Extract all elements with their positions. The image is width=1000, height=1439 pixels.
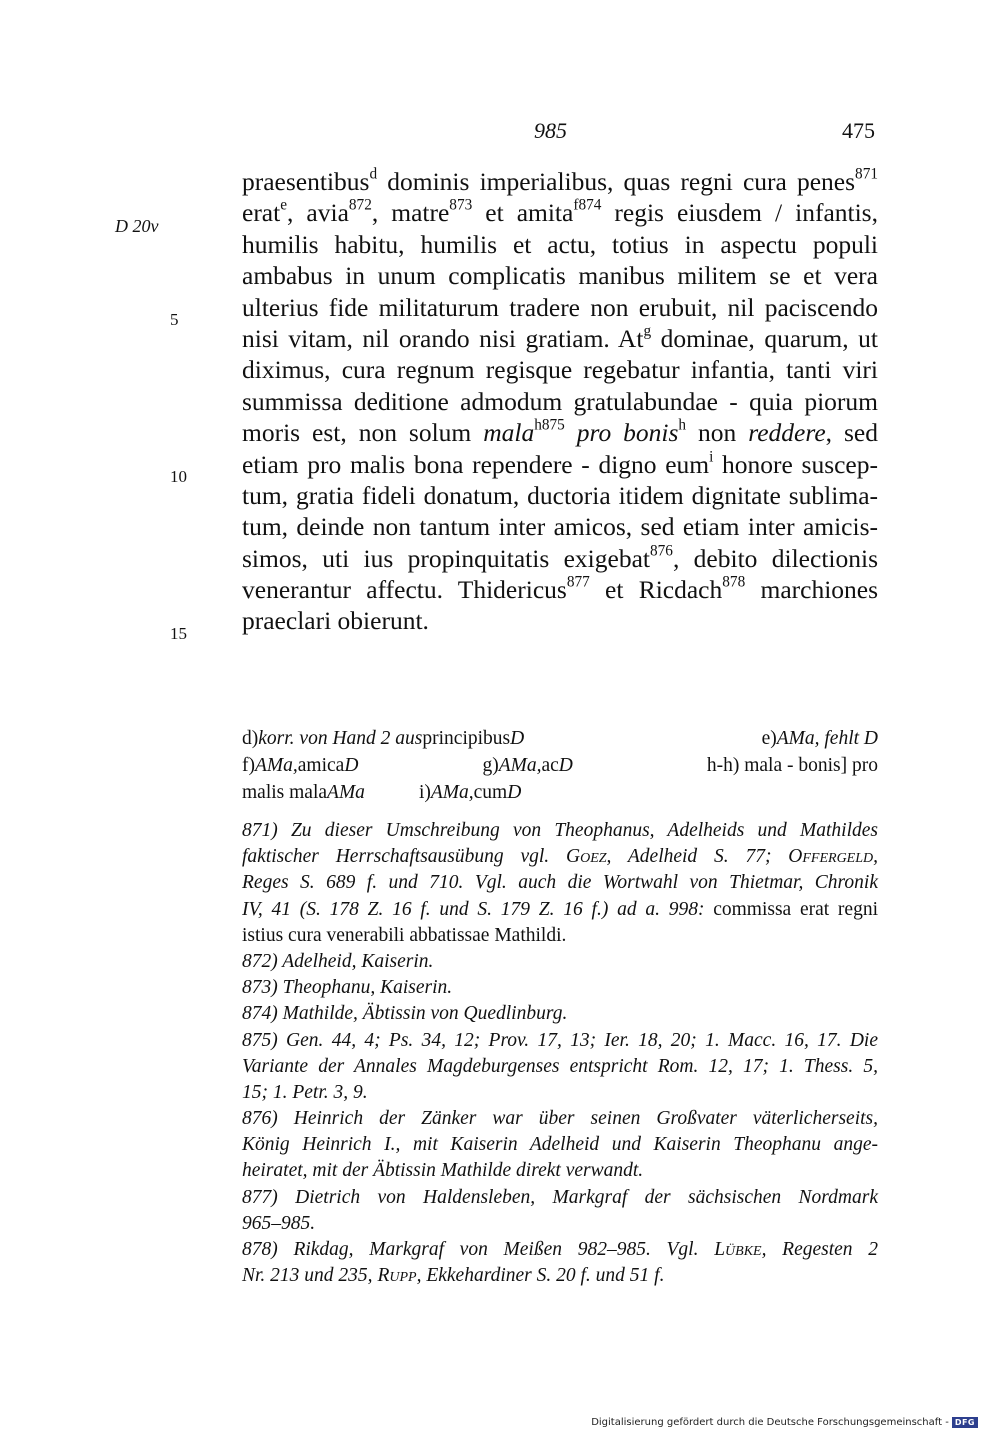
footnotes: [242, 818, 878, 1289]
apparatus-entry-i: i)AMa,cumD: [418, 782, 522, 803]
text-line-14: venerantur affectu. Thidericus$^{877}$ et Ricdach$^{878}$ marchiones: [242, 573, 879, 605]
text-line-2: erat$^e$, avia$^{872}$, matre$^{873}$ et amita$^{f874}$ regis eiusdem / infantis,: [242, 196, 878, 228]
apparatus-row-1: [242, 725, 878, 752]
text-line-13: simos, uti ius propinquitatis exigebat$^{876}$, debito dilectionis: [242, 542, 878, 573]
footnote-876-line-1: 876) Heinrich der Zänker war über seinen Großvater väterlicherseits,: [242, 1108, 878, 1130]
text-line-5: ulterius fide militaturum tradere non erubuit, nil paciscendo: [242, 292, 878, 322]
line-number-5: 5: [170, 310, 179, 329]
footnote-871-line-2: faktischer Herrschaftsausübung vgl. Goez, Adelheid S. 77; Offergeld,: [242, 846, 879, 868]
footnote-872: 872) Adelheid, Kaiserin.: [242, 950, 434, 972]
credit-text: Digitalisierung gefördert durch die Deutsche Forschungsgemeinschaft -: [591, 1417, 949, 1428]
text-line-11: tum, gratia fideli donatum, ductoria itidem dignitate sublima-: [242, 480, 878, 510]
running-header-year: 985: [534, 118, 567, 143]
apparatus-entry-h: h-h) mala - bonis] pro: [706, 755, 878, 776]
footnote-871-line-3: Reges S. 689 f. und 710. Vgl. auch die Wortwahl von Thietmar, Chronik: [242, 872, 878, 894]
footnote-878-line-2: Nr. 213 und 235, Rupp, Ekkehardiner S. 20 f. und 51 f.: [242, 1265, 665, 1287]
footnote-874: 874) Mathilde, Äbtissin von Quedlinburg.: [242, 1003, 568, 1025]
footnote-878-line-1: 878) Rikdag, Markgraf von Meißen 982–985. Vgl. Lübke, Regesten 2: [242, 1239, 878, 1260]
footnote-876-line-2: König Heinrich I., mit Kaiserin Adelheid und Kaiserin Theophanu ange-: [242, 1134, 878, 1156]
dfg-logo: DFG: [952, 1417, 978, 1428]
footnote-875-line-2: Variante der Annales Magdeburgenses entspricht Rom. 12, 17; 1. Thess. 5,: [242, 1055, 878, 1077]
footnote-876-line-3: heiratet, mit der Äbtissin Mathilde direkt verwandt.: [242, 1160, 644, 1182]
text-line-15: praeclari obierunt.: [242, 606, 429, 636]
main-text: [242, 166, 878, 637]
text-line-3: humilis habitu, humilis et actu, totius in aspectu populi: [242, 229, 878, 259]
footnote-871-line-1: 871) Zu dieser Umschreibung von Theophanus, Adelheids und Mathildes: [242, 820, 878, 841]
line-number-10: 10: [170, 467, 187, 486]
page-number: 475: [842, 118, 875, 143]
apparatus-entry-h-cont: malis malaAMa: [242, 782, 365, 803]
apparatus-entry-f: f)AMa,amicaD: [242, 755, 359, 776]
footnote-875-line-1: 875) Gen. 44, 4; Ps. 34, 12; Prov. 17, 13; Ier. 18, 20; 1. Macc. 16, 17. Die: [242, 1029, 878, 1051]
footnote-871-line-5: istius cura venerabili abbatissae Mathildi.: [242, 924, 567, 946]
apparatus-row-3: [242, 779, 878, 806]
text-line-4: ambabus in unum complicatis manibus militem se et vera: [242, 261, 878, 291]
footnote-871-line-4: IV, 41 (S. 178 Z. 16 f. und S. 179 Z. 16 f.) ad a. 998: commissa erat regni: [242, 898, 878, 920]
apparatus-entry-g: g)AMa,acD: [482, 755, 573, 776]
line-number-15: 15: [170, 624, 187, 643]
footnote-877-line-2: 965–985.: [242, 1212, 316, 1234]
text-line-7: diximus, cura regnum regisque regebatur infantia, tanti viri: [242, 355, 878, 385]
text-line-12: tum, deinde non tantum inter amicos, sed etiam inter amicis-: [242, 512, 878, 542]
text-line-1: praesentibus$^d$ dominis imperialibus, quas regni cura penes$^{871}$: [242, 165, 878, 196]
manuscript-folio-note: D 20v: [115, 216, 159, 236]
text-line-6: nisi vitam, nil orando nisi gratiam. At$^g$ dominae, quarum, ut: [242, 322, 878, 353]
apparatus-entry-d: d)korr. von Hand 2 ausprincipibusD: [242, 728, 525, 749]
apparatus-entry-e: e)AMa, fehlt D: [761, 728, 878, 749]
digitization-credit: [591, 1417, 978, 1428]
footnote-875-line-3: 15; 1. Petr. 3, 9.: [242, 1081, 368, 1103]
text-line-9: moris est, non solum mala$^{h875}$ pro bonis$^h$ non reddere, sed: [242, 416, 878, 448]
critical-apparatus: [242, 725, 878, 806]
apparatus-row-2: [242, 752, 878, 779]
footnote-873: 873) Theophanu, Kaiserin.: [242, 977, 453, 999]
footnote-877-line-1: 877) Dietrich von Haldensleben, Markgraf der sächsischen Nordmark: [242, 1186, 878, 1208]
text-line-10: etiam pro malis bona rependere - digno eum$^i$ honore suscep-: [242, 448, 878, 479]
text-line-8: summissa deditione admodum gratulabundae - quia piorum: [242, 386, 878, 416]
